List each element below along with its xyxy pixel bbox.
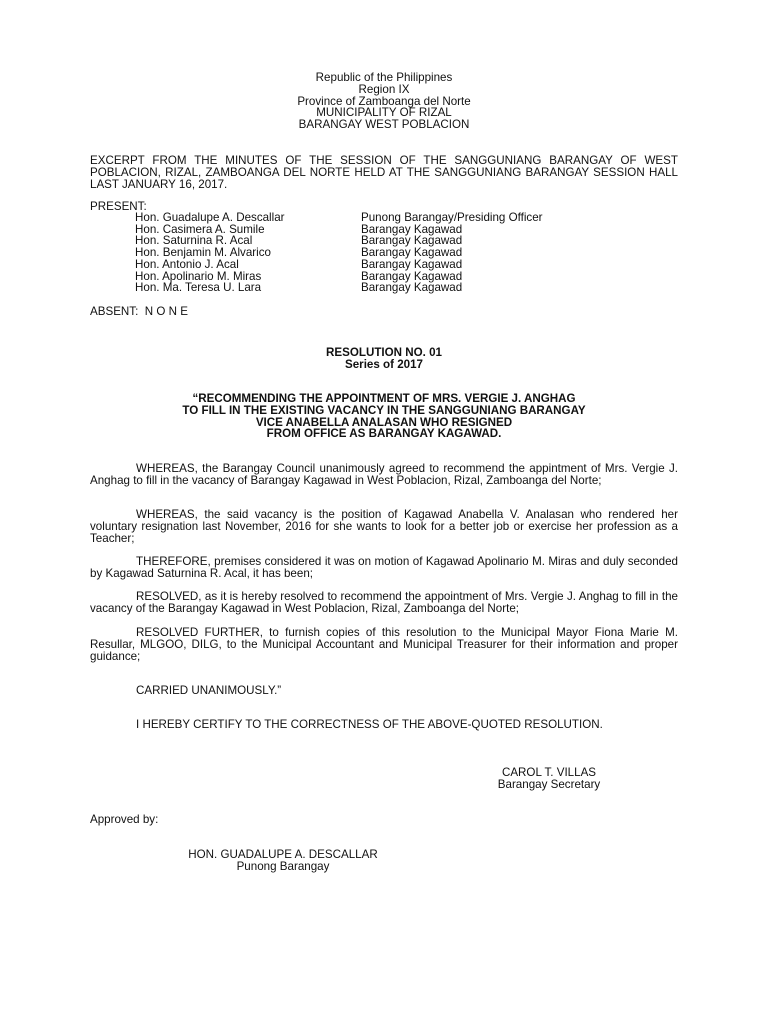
member-position: Barangay Kagawad <box>361 234 463 248</box>
resolution-title-line: TO FILL IN THE EXISTING VACANCY IN THE SANGGUNIANG BARANGAY <box>182 403 586 417</box>
resolution-title <box>100 393 668 440</box>
body-paragraph-block <box>90 591 678 615</box>
body-paragraph-block <box>90 509 678 544</box>
certification-statement: I HEREBY CERTIFY TO THE CORRECTNESS OF THE ABOVE-QUOTED RESOLUTION. <box>136 718 603 731</box>
header-municipality: MUNICIPALITY OF RIZAL <box>316 106 452 120</box>
member-name: Hon. Guadalupe A. Descallar <box>135 211 285 224</box>
secretary-signature-block <box>469 767 629 791</box>
document-header <box>234 72 534 131</box>
member-position: Punong Barangay/Presiding Officer <box>361 211 543 224</box>
resolution-series: Series of 2017 <box>345 357 423 371</box>
present-label: PRESENT: <box>90 200 147 213</box>
approved-by-label: Approved by: <box>90 813 159 826</box>
member-row <box>90 282 610 294</box>
present-members-list <box>90 212 650 298</box>
member-name: Hon. Saturnina R. Acal <box>135 234 253 248</box>
member-position: Barangay Kagawad <box>361 222 463 236</box>
member-position: Barangay Kagawad <box>361 246 463 260</box>
resolved-further-paragraph: RESOLVED FURTHER, to furnish copies of this resolution to the Municipal Mayor Fiona Marie M. Resullar, MLGOO, DILG, to the Municipal Accountant and Municipal Treasurer for their information and proper guidance; <box>90 626 678 663</box>
header-country: Republic of the Philippines <box>315 71 453 84</box>
therefore-paragraph: THEREFORE, premises considered it was on motion of Kagawad Apolinario M. Miras and duly seconded by Kagawad Saturnina R. Acal, it has been; <box>90 555 678 580</box>
member-name: Hon. Ma. Teresa U. Lara <box>135 281 262 295</box>
resolution-heading <box>234 347 534 371</box>
header-region: Region IX <box>358 82 410 96</box>
body-paragraph-block <box>90 556 678 580</box>
whereas-paragraph-1: WHEREAS, the Barangay Council unanimously agreed to recommend the appintment of Mrs. Vergie J. Anghag to fill in the vacancy of Barangay Kagawad in West Poblacion, Rizal, Zamboanga del Norte; <box>90 462 678 487</box>
resolution-title-line: VICE ANABELLA ANALASAN WHO RESIGNED <box>255 415 513 429</box>
member-position: Barangay Kagawad <box>361 269 463 283</box>
secretary-name: CAROL T. VILLAS <box>501 766 597 779</box>
resolution-title-line: FROM OFFICE AS BARANGAY KAGAWAD. <box>266 427 502 441</box>
approver-signature-block <box>170 849 396 873</box>
approver-name: HON. GUADALUPE A. DESCALLAR <box>188 848 378 861</box>
body-paragraph-block <box>90 627 678 662</box>
member-name: Hon. Antonio J. Acal <box>135 257 239 271</box>
secretary-title: Barangay Secretary <box>497 777 601 791</box>
member-name: Hon. Casimera A. Sumile <box>135 222 265 236</box>
header-barangay: BARANGAY WEST POBLACION <box>298 118 470 132</box>
resolution-title-line: “RECOMMENDING THE APPOINTMENT OF MRS. VERGIE J. ANGHAG <box>192 392 576 405</box>
whereas-paragraph-2: WHEREAS, the said vacancy is the position of Kagawad Anabella V. Analasan who rendered her voluntary resignation last November, 2016 for she wants to look for a better job or exercise her profession as a Teacher; <box>90 508 678 545</box>
member-name: Hon. Benjamin M. Alvarico <box>135 246 271 260</box>
member-name: Hon. Apolinario M. Miras <box>135 269 262 283</box>
member-position: Barangay Kagawad <box>361 281 463 295</box>
absent-line: ABSENT: N O N E <box>90 305 188 318</box>
excerpt-paragraph: EXCERPT FROM THE MINUTES OF THE SESSION OF THE SANGGUNIANG BARANGAY OF WEST POBLACION, RIZAL, ZAMBOANGA DEL NORTE HELD AT THE SANGGUNIANG BARANGAY SESSION HALL LAST JANUARY 16, 2017. <box>90 154 678 191</box>
body-paragraph-block <box>90 719 678 731</box>
body-paragraph-block <box>90 463 678 487</box>
resolution-number: RESOLUTION NO. 01 <box>326 346 442 359</box>
body-paragraph-block <box>90 685 678 697</box>
member-position: Barangay Kagawad <box>361 257 463 271</box>
resolved-paragraph: RESOLVED, as it is hereby resolved to recommend the appointment of Mrs. Vergie J. Anghag to fill in the vacancy of the Barangay Kagawad in West Poblacion, Rizal, Zamboanga del Norte; <box>90 590 678 615</box>
carried-unanimously: CARRIED UNANIMOUSLY.” <box>136 684 282 697</box>
approver-title: Punong Barangay <box>236 859 330 873</box>
header-province: Province of Zamboanga del Norte <box>297 94 471 108</box>
member-row <box>90 259 610 271</box>
